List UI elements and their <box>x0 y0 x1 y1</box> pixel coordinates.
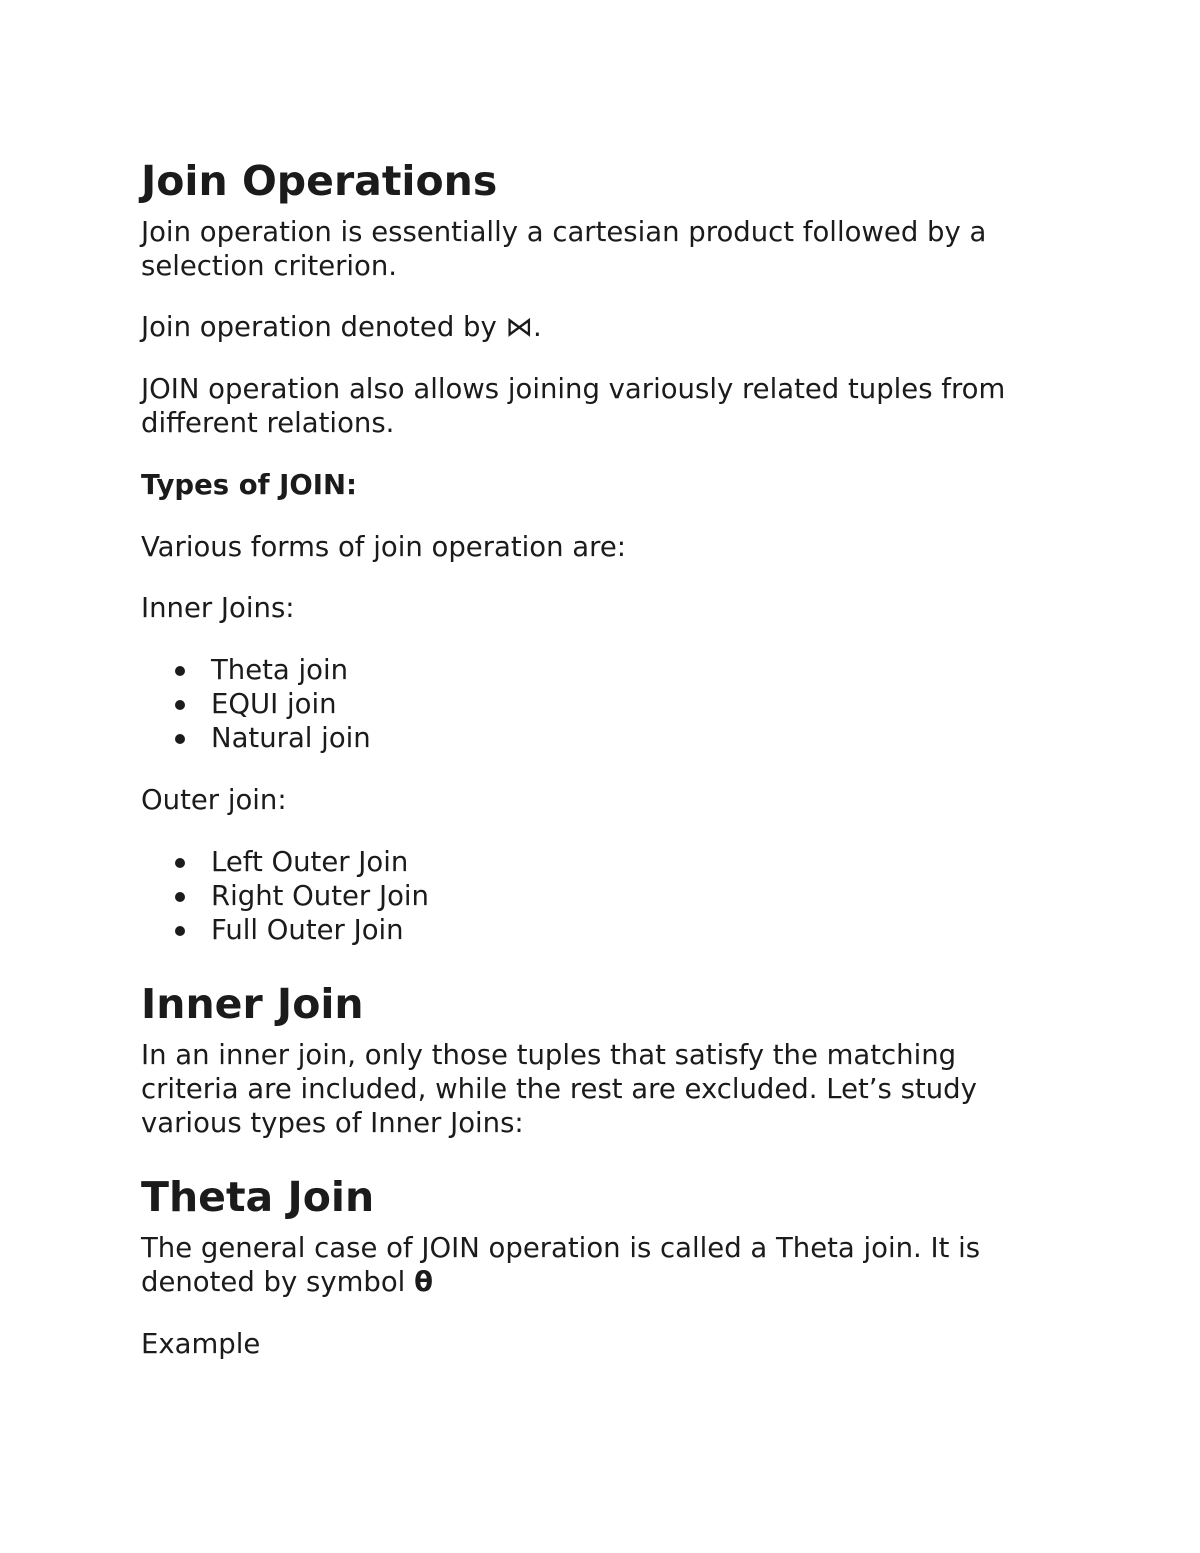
list-item <box>211 845 1061 879</box>
paragraph-theta-join <box>141 1231 1061 1299</box>
list-item-label: Full Outer Join <box>211 914 404 946</box>
bullet-icon <box>175 700 185 710</box>
list-item-label: EQUI join <box>211 688 337 720</box>
heading-join-operations: Join Operations <box>141 157 498 205</box>
theta-join-text: The general case of JOIN operation is called a Theta join. It is denoted by symbol <box>141 1232 981 1298</box>
bullet-icon <box>175 926 185 936</box>
list-item-label: Right Outer Join <box>211 880 429 912</box>
outer-joins-list <box>141 845 1061 947</box>
join-symbol-prefix: Join operation denoted by <box>141 311 506 343</box>
list-item <box>211 879 1061 913</box>
paragraph-join-symbol <box>141 310 1061 344</box>
bullet-icon <box>175 858 185 868</box>
bowtie-symbol: ⋈ <box>505 311 534 343</box>
list-item-label: Left Outer Join <box>211 846 409 878</box>
list-item <box>211 913 1061 947</box>
list-item <box>211 653 1061 687</box>
bullet-icon <box>175 734 185 744</box>
heading-inner-join: Inner Join <box>141 980 364 1028</box>
paragraph-join-forms: Various forms of join operation are: <box>141 531 627 563</box>
outer-join-label: Outer join: <box>141 784 287 816</box>
paragraph-inner-join: In an inner join, only those tuples that satisfy the matching criteria are included, while the rest are excluded. Let’s study various types of Inner Joins: <box>141 1039 977 1139</box>
document-page <box>141 150 1061 1361</box>
list-item-label: Natural join <box>211 722 371 754</box>
list-item <box>211 687 1061 721</box>
bullet-icon <box>175 892 185 902</box>
inner-joins-list <box>141 653 1061 755</box>
example-label: Example <box>141 1328 261 1360</box>
join-symbol-suffix: . <box>533 311 542 343</box>
theta-symbol: θ <box>414 1266 433 1298</box>
heading-theta-join: Theta Join <box>141 1173 375 1221</box>
types-of-join-heading: Types of JOIN: <box>141 469 357 501</box>
bullet-icon <box>175 666 185 676</box>
inner-joins-label: Inner Joins: <box>141 592 295 624</box>
paragraph-join-definition: Join operation is essentially a cartesian product followed by a selection criterion. <box>141 216 987 282</box>
list-item <box>211 721 1061 755</box>
list-item-label: Theta join <box>211 654 349 686</box>
paragraph-join-tuples: JOIN operation also allows joining variously related tuples from different relations. <box>141 373 1006 439</box>
